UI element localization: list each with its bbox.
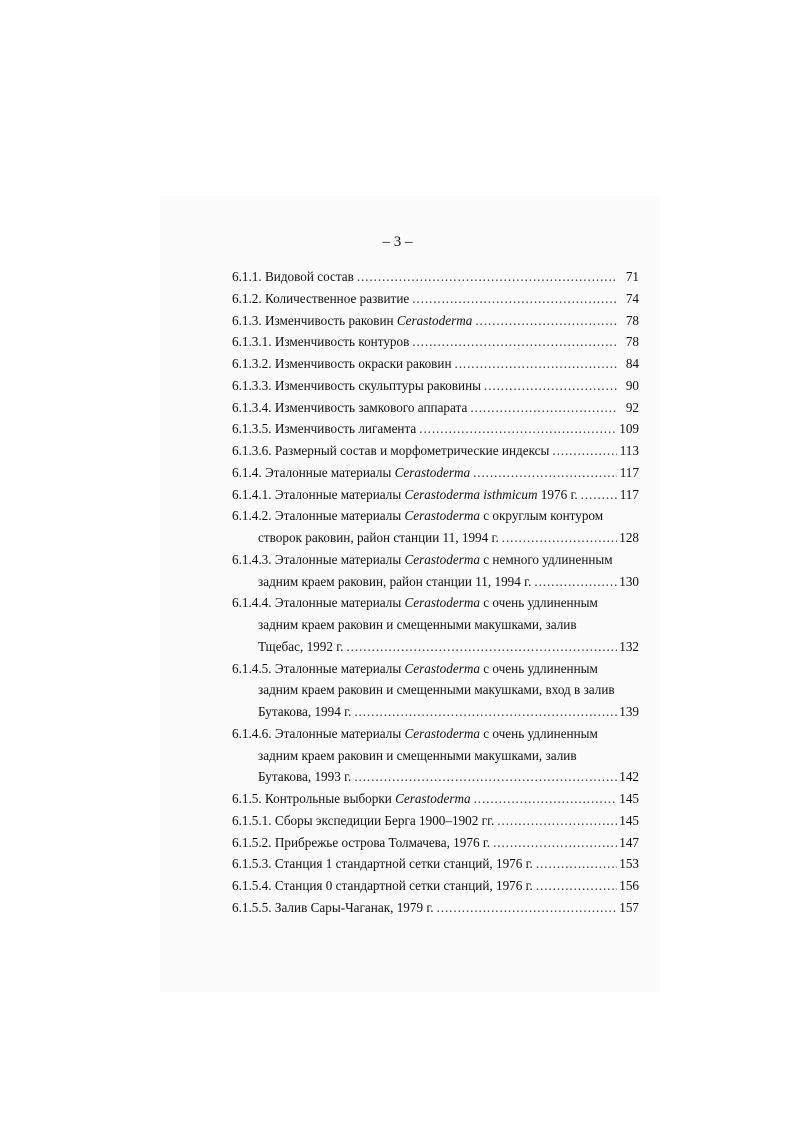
toc-entry xyxy=(232,331,639,353)
page-reference: 78 xyxy=(625,312,639,328)
entry-title: задним краем раковин, район станции 11, 1994 г. xyxy=(258,573,532,589)
toc-entry-text xyxy=(232,875,533,897)
page-reference: 113 xyxy=(619,443,639,458)
page-reference: 117 xyxy=(619,486,639,502)
entry-title: Изменчивость раковин xyxy=(261,312,397,328)
toc-entry-line xyxy=(232,397,639,419)
dot-leader xyxy=(484,375,617,397)
toc-entry-line xyxy=(232,788,639,810)
toc-entry xyxy=(232,897,639,919)
toc-entry xyxy=(232,549,639,593)
dot-leader xyxy=(502,527,617,549)
toc-entry-text xyxy=(232,788,471,810)
entry-title: Сборы экспедиции Берга 1900–1902 гг. xyxy=(271,812,495,828)
toc-entry xyxy=(232,462,639,484)
toc-entry xyxy=(232,266,639,288)
toc-entry xyxy=(232,875,639,897)
entry-number: 6.1.4.3. xyxy=(232,551,272,567)
entry-title: задним краем раковин и смещенными макушками, залив xyxy=(258,617,577,632)
toc-entry-line xyxy=(232,571,639,593)
entry-title: Изменчивость замкового аппарата xyxy=(271,399,468,415)
entry-title: Изменчивость лигамента xyxy=(271,421,417,437)
entry-title: Количественное развитие xyxy=(261,290,410,306)
entry-number: 6.1.4. xyxy=(232,464,262,480)
dot-leader xyxy=(493,832,617,854)
toc-entry xyxy=(232,723,639,788)
entry-number: 6.1.5. xyxy=(232,791,262,806)
dot-leader xyxy=(357,266,617,288)
page-reference: 132 xyxy=(619,638,639,654)
toc-entry-line xyxy=(232,745,639,767)
toc-entry-line xyxy=(232,549,639,571)
page-reference: 117 xyxy=(619,464,639,480)
toc-entry-line xyxy=(232,505,639,527)
page-reference: 71 xyxy=(625,269,639,284)
page-reference: 84 xyxy=(625,356,639,371)
toc-entry-text xyxy=(232,418,416,440)
taxon-name: Cerastoderma xyxy=(396,312,473,328)
taxon-name: Cerastoderma xyxy=(394,464,471,480)
entry-number: 6.1.1. xyxy=(232,269,262,284)
toc-entry xyxy=(232,592,639,657)
dot-leader xyxy=(552,440,617,462)
entry-number: 6.1.5.5. xyxy=(232,899,272,915)
entry-number: 6.1.3.2. xyxy=(232,356,272,371)
toc-entry-line xyxy=(232,658,639,680)
entry-title: Изменчивость скульптуры раковины xyxy=(271,377,481,393)
toc-entry xyxy=(232,832,639,854)
toc-entry-line xyxy=(232,853,639,875)
toc-entry-line xyxy=(232,266,639,288)
dot-leader xyxy=(581,484,617,506)
toc-entry-line xyxy=(232,418,639,440)
toc-entry-text xyxy=(258,527,499,549)
toc-entry-line xyxy=(232,766,639,788)
toc-entry-line xyxy=(232,592,639,614)
toc-entry xyxy=(232,397,639,419)
toc-entry-line xyxy=(232,897,639,919)
toc-entry-line xyxy=(232,614,639,636)
toc-entry xyxy=(232,853,639,875)
entry-title: Станция 0 стандартной сетки станций, 1976 г. xyxy=(271,878,533,893)
page-reference: 147 xyxy=(619,834,639,850)
toc-entry-text xyxy=(258,571,531,593)
page-reference: 74 xyxy=(625,290,639,306)
entry-number: 6.1.4.2. xyxy=(232,508,272,524)
entry-title: Эталонные материалы xyxy=(271,725,405,741)
entry-title: Эталонные материалы xyxy=(271,660,405,676)
toc-entry-text xyxy=(258,701,351,723)
toc-entry xyxy=(232,310,639,332)
toc-entry-text xyxy=(258,766,351,788)
dot-leader xyxy=(534,571,617,593)
dot-leader xyxy=(354,766,617,788)
toc-entry-line xyxy=(232,832,639,854)
entry-title: Эталонные материалы xyxy=(271,486,405,502)
toc-entry xyxy=(232,505,639,549)
toc-entry-text xyxy=(232,810,494,832)
dot-leader xyxy=(474,788,617,810)
entry-title: Тщебас, 1992 г. xyxy=(258,638,344,654)
toc-entry-line xyxy=(232,375,639,397)
toc-entry xyxy=(232,810,639,832)
entry-number: 6.1.5.3. xyxy=(232,856,272,872)
entry-title: Станция 1 стандартной сетки станций, 1976 г. xyxy=(271,856,533,872)
dot-leader xyxy=(412,288,617,310)
entry-title: створок раковин, район станции 11, 1994 г. xyxy=(258,530,499,545)
toc-entry-line xyxy=(232,810,639,832)
toc-entry xyxy=(232,353,639,375)
toc-entry-line xyxy=(232,288,639,310)
page-reference: 156 xyxy=(619,878,639,893)
toc-entry-text xyxy=(232,897,434,919)
toc-entry xyxy=(232,375,639,397)
dot-leader xyxy=(473,462,617,484)
page-reference: 145 xyxy=(619,791,639,806)
toc-entry-line xyxy=(232,527,639,549)
page-reference: 92 xyxy=(625,399,639,415)
entry-title: Изменчивость контуров xyxy=(271,334,410,350)
entry-number: 6.1.3.6. xyxy=(232,443,272,458)
toc-entry xyxy=(232,484,639,506)
page-reference: 128 xyxy=(619,530,639,545)
dot-leader xyxy=(437,897,617,919)
entry-number: 6.1.3.5. xyxy=(232,421,272,437)
entry-title: Бутакова, 1994 г. xyxy=(258,704,352,719)
toc-entry-line xyxy=(232,484,639,506)
toc-entry-line xyxy=(232,310,639,332)
entry-number: 6.1.3.3. xyxy=(232,377,272,393)
entry-number: 6.1.4.5. xyxy=(232,660,272,676)
toc-entry-text xyxy=(232,288,409,310)
toc-entry-line xyxy=(232,636,639,658)
entry-title: Бутакова, 1993 г. xyxy=(258,769,352,785)
taxon-name: Cerastoderma xyxy=(404,551,480,567)
entry-title-suffix: с немного удлиненным xyxy=(479,551,613,567)
page-reference: 153 xyxy=(619,856,639,872)
toc-entry-text xyxy=(232,331,409,353)
entry-title: Изменчивость окраски раковин xyxy=(271,356,452,371)
toc-entry xyxy=(232,658,639,723)
page-reference: 139 xyxy=(619,704,639,719)
page-number: – 3 – xyxy=(382,234,413,250)
entry-title: Контрольные выборки xyxy=(261,791,396,806)
page-reference: 130 xyxy=(619,573,639,589)
toc-entry-text xyxy=(232,375,481,397)
entry-title-suffix: с очень удлиненным xyxy=(479,660,598,676)
toc-entry-text xyxy=(232,266,354,288)
toc-entry-line xyxy=(232,723,639,745)
dot-leader xyxy=(419,418,617,440)
entry-number: 6.1.3.1. xyxy=(232,334,272,350)
toc-entry-line xyxy=(232,440,639,462)
entry-number: 6.1.3.4. xyxy=(232,399,272,415)
page-reference: 109 xyxy=(619,421,639,437)
toc-entry-text xyxy=(232,462,470,484)
entry-number: 6.1.5.2. xyxy=(232,834,272,850)
taxon-name: Cerastoderma xyxy=(404,660,480,676)
entry-title: Эталонные материалы xyxy=(261,464,395,480)
entry-number: 6.1.4.6. xyxy=(232,725,272,741)
entry-title: задним краем раковин и смещенными макушками, залив xyxy=(258,747,577,763)
entry-title: Прибрежье острова Толмачева, 1976 г. xyxy=(271,834,491,850)
page-reference: 78 xyxy=(625,334,639,350)
toc-entry xyxy=(232,418,639,440)
entry-title: задним краем раковин и смещенными макушками, вход в залив xyxy=(258,682,615,698)
taxon-name: Cerastoderma xyxy=(404,595,480,611)
toc-entry xyxy=(232,440,639,462)
toc-entry-text xyxy=(232,397,467,419)
page-reference: 90 xyxy=(625,377,639,393)
toc-entry-line xyxy=(232,462,639,484)
entry-title-suffix: с очень удлиненным xyxy=(479,595,598,611)
toc-entry-line xyxy=(232,353,639,375)
page-reference: 157 xyxy=(619,899,639,915)
toc-entry-text xyxy=(232,832,490,854)
dot-leader xyxy=(470,397,617,419)
toc-entry-text xyxy=(232,310,472,332)
entry-number: 6.1.5.4. xyxy=(232,878,272,893)
toc-entry xyxy=(232,788,639,810)
entry-title-suffix: с округлым контуром xyxy=(479,508,604,524)
entry-title: Эталонные материалы xyxy=(271,508,405,524)
entry-title: Залив Сары-Чаганак, 1979 г. xyxy=(271,899,434,915)
taxon-name: Cerastoderma xyxy=(395,791,471,806)
toc-entry xyxy=(232,288,639,310)
page-reference: 145 xyxy=(619,812,639,828)
entry-number: 6.1.5.1. xyxy=(232,812,272,828)
entry-number: 6.1.4.4. xyxy=(232,595,272,611)
toc-entry-line xyxy=(232,701,639,723)
toc-entry-text xyxy=(232,353,452,375)
entry-title: Размерный состав и морфометрические индексы xyxy=(271,443,550,458)
entry-number: 6.1.3. xyxy=(232,312,262,328)
entry-title: Эталонные материалы xyxy=(271,551,405,567)
toc-entry-text xyxy=(232,853,533,875)
dot-leader xyxy=(346,636,617,658)
dot-leader xyxy=(536,853,617,875)
toc-entry-line xyxy=(232,875,639,897)
entry-number: 6.1.4.1. xyxy=(232,486,272,502)
table-of-contents xyxy=(232,266,639,919)
entry-title: Эталонные материалы xyxy=(271,595,405,611)
toc-entry-line xyxy=(232,331,639,353)
toc-entry-text xyxy=(232,440,549,462)
entry-title-suffix: 1976 г. xyxy=(537,486,578,502)
entry-title: Видовой состав xyxy=(261,269,354,284)
dot-leader xyxy=(536,875,617,897)
toc-entry-text xyxy=(258,636,343,658)
taxon-name: Cerastoderma xyxy=(404,508,480,524)
dot-leader xyxy=(497,810,617,832)
dot-leader xyxy=(354,701,617,723)
entry-number: 6.1.2. xyxy=(232,290,262,306)
taxon-name: Cerastoderma xyxy=(404,725,480,741)
toc-entry-text xyxy=(232,484,578,506)
taxon-name: Cerastoderma isthmicum xyxy=(404,486,538,502)
page-reference: 142 xyxy=(619,769,639,785)
toc-entry-line xyxy=(232,679,639,701)
dot-leader xyxy=(475,310,617,332)
dot-leader xyxy=(412,331,617,353)
entry-title-suffix: с очень удлиненным xyxy=(479,725,598,741)
dot-leader xyxy=(455,353,617,375)
